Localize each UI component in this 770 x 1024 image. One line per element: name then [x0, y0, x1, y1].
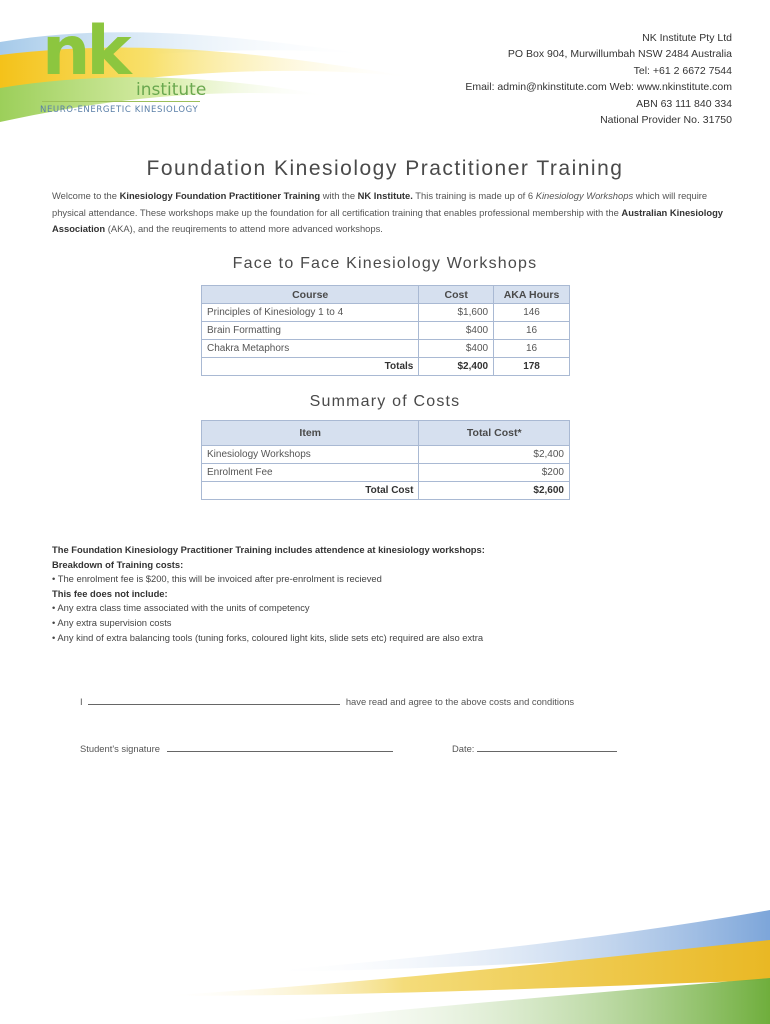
abn: ABN 63 111 840 334 — [636, 97, 732, 110]
contact-details — [465, 30, 732, 128]
table-row — [202, 446, 570, 464]
student-signature-line — [80, 742, 393, 754]
table-header-row — [202, 286, 570, 304]
notes-bullet: • Any extra supervision costs — [52, 616, 172, 628]
course-hours: 16 — [494, 322, 570, 340]
signature-field-line[interactable] — [167, 742, 393, 752]
table-row — [202, 304, 570, 322]
cost-notes — [52, 543, 732, 645]
table-row — [202, 322, 570, 340]
intro-paragraph — [52, 188, 732, 238]
notes-exclusions-heading: This fee does not include: — [52, 587, 168, 599]
intro-text: with the — [320, 190, 358, 201]
logo-mark: nk — [42, 12, 128, 91]
course-cost: $1,600 — [419, 304, 494, 322]
column-header-item: Item — [202, 421, 419, 446]
logo-divider — [42, 101, 200, 102]
course-name: Principles of Kinesiology 1 to 4 — [202, 304, 419, 322]
column-header-cost: Cost — [419, 286, 494, 304]
summary-cost: $2,400 — [419, 446, 570, 464]
postal-address: PO Box 904, Murwillumbah NSW 2484 Australia — [507, 48, 732, 61]
course-cost: $400 — [419, 322, 494, 340]
date-field-line[interactable] — [477, 742, 617, 752]
totals-cost: $2,400 — [419, 358, 494, 376]
table-header-row — [202, 421, 570, 446]
table-row — [202, 464, 570, 482]
column-header-course: Course — [202, 286, 419, 304]
name-field-line[interactable] — [88, 695, 340, 705]
total-cost-value: $2,600 — [419, 482, 570, 500]
notes-breakdown-heading: Breakdown of Training costs: — [52, 558, 184, 570]
intro-text: Welcome to the — [52, 190, 120, 201]
course-hours: 16 — [494, 340, 570, 358]
nk-institute-logo — [40, 12, 220, 118]
agreement-text: have read and agree to the above costs and conditions — [345, 696, 575, 707]
notes-bullet: • Any extra class time associated with the units of competency — [52, 602, 310, 614]
totals-label: Totals — [202, 358, 419, 376]
notes-bullet: • Any kind of extra balancing tools (tuning forks, coloured light kits, slide sets etc) required are also extra — [52, 631, 484, 643]
summary-item: Enrolment Fee — [202, 464, 419, 482]
column-header-total-cost: Total Cost* — [419, 421, 570, 446]
agreement-line — [80, 695, 574, 707]
course-hours: 146 — [494, 304, 570, 322]
summary-heading: Summary of Costs — [309, 393, 461, 410]
agreement-prefix: I — [80, 696, 83, 707]
logo-wordmark: institute — [136, 80, 207, 100]
logo-tagline: NEURO-ENERGETIC KINESIOLOGY — [40, 105, 199, 115]
course-name: Chakra Metaphors — [202, 340, 419, 358]
date-line — [452, 742, 617, 754]
intro-text: (AKA), and the reuqirements to attend more advanced workshops. — [105, 223, 383, 234]
company-name: NK Institute Pty Ltd — [642, 32, 732, 44]
total-cost-row — [202, 482, 570, 500]
page-title: Foundation Kinesiology Practitioner Training — [146, 157, 624, 180]
intro-text: which will require physical attendance. These workshops make up the foundation for all certification training that enables professional membership with the — [52, 190, 708, 218]
table-row — [202, 340, 570, 358]
notes-bullet: • The enrolment fee is $200, this will be invoiced after pre-enrolment is recieved — [52, 573, 382, 585]
column-header-aka-hours: AKA Hours — [494, 286, 570, 304]
student-signature-label: Student's signature — [80, 743, 160, 754]
totals-hours: 178 — [494, 358, 570, 376]
intro-text: This training is made up of 6 — [412, 190, 536, 201]
date-label: Date: — [452, 743, 475, 754]
intro-italic-workshops: Kinesiology Workshops — [535, 190, 634, 201]
notes-intro: The Foundation Kinesiology Practitioner Training includes attendence at kinesiology workshops: — [52, 544, 485, 555]
intro-bold-association: Australian Kinesiology Association — [52, 206, 724, 234]
intro-bold-institute: NK Institute. — [357, 190, 413, 201]
workshops-heading: Face to Face Kinesiology Workshops — [232, 255, 538, 272]
total-cost-label: Total Cost — [202, 482, 419, 500]
totals-row — [202, 358, 570, 376]
provider-number: National Provider No. 31750 — [600, 114, 732, 127]
course-cost: $400 — [419, 340, 494, 358]
summary-item: Kinesiology Workshops — [202, 446, 419, 464]
workshops-table — [201, 285, 570, 376]
email-web: Email: admin@nkinstitute.com Web: www.nkinstitute.com — [465, 81, 732, 94]
telephone: Tel: +61 2 6672 7544 — [633, 64, 732, 77]
summary-table — [201, 420, 570, 500]
footer-landscape-graphic — [0, 900, 770, 1024]
course-name: Brain Formatting — [202, 322, 419, 340]
summary-cost: $200 — [419, 464, 570, 482]
intro-bold-training: Kinesiology Foundation Practitioner Training — [119, 190, 321, 201]
